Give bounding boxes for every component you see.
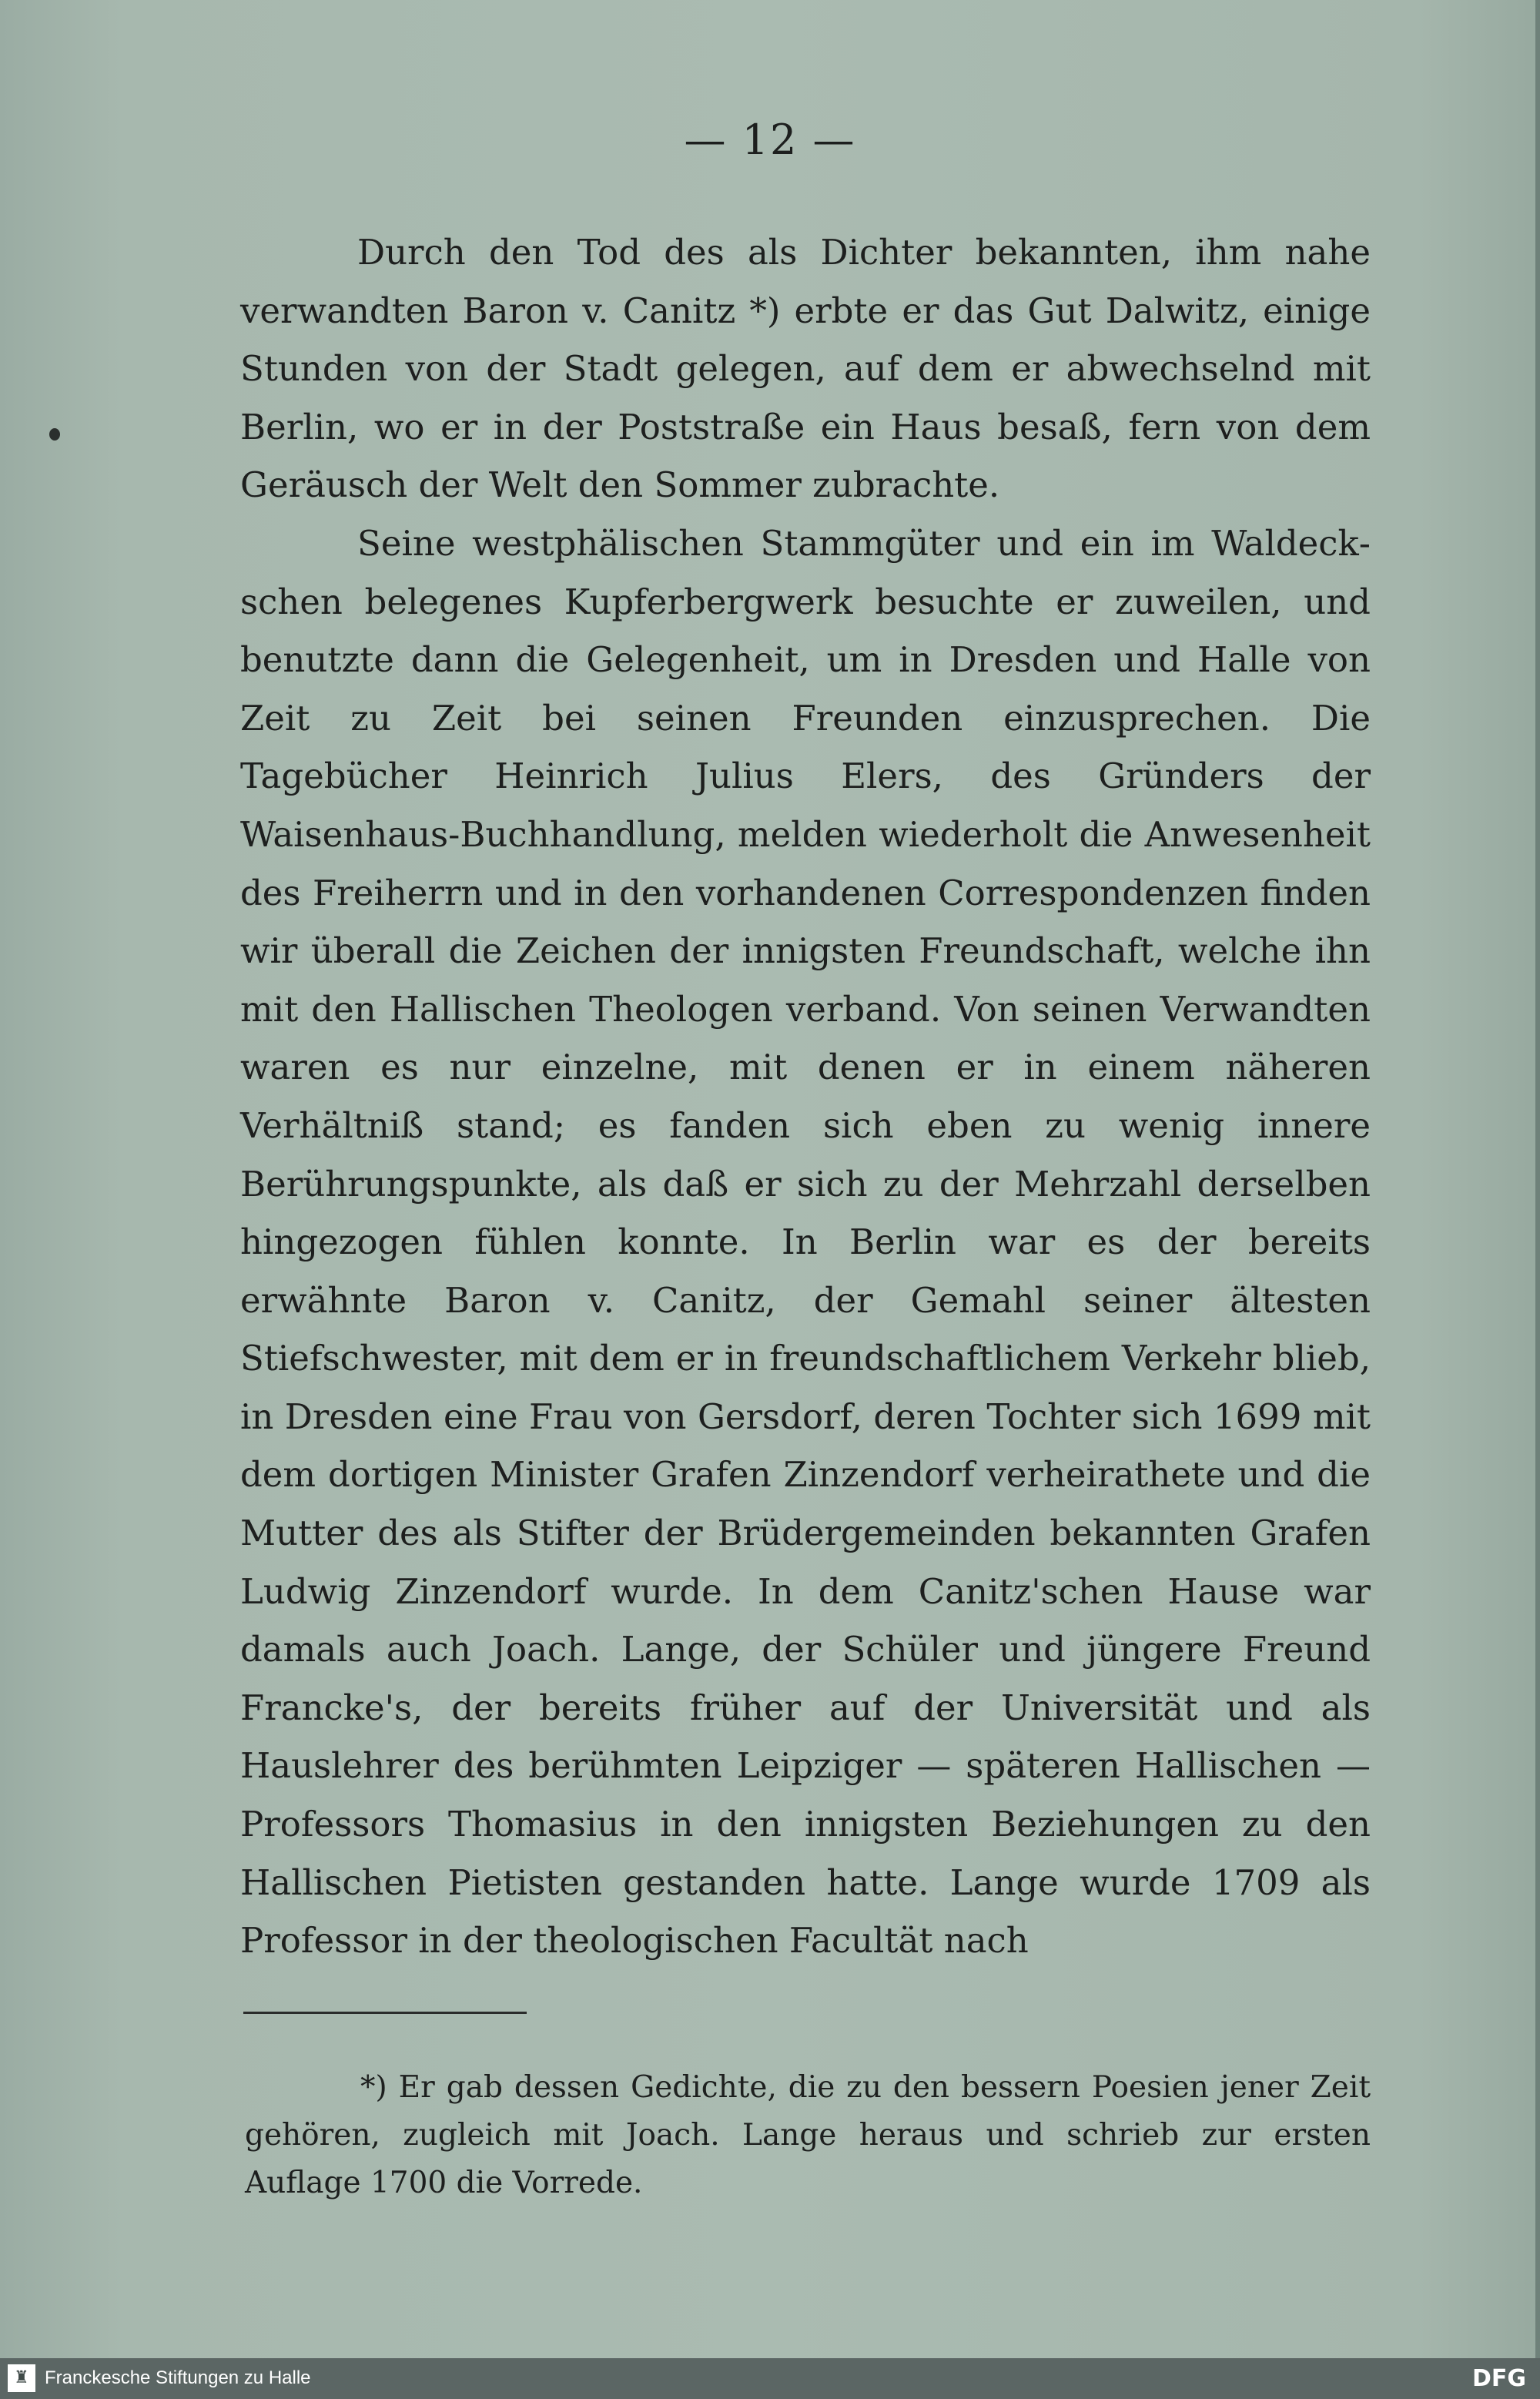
footnote: *) Er gab dessen Gedichte, die zu den bessern Poesien jener Zeit gehören, zugleich mit Joach. Lange heraus und schrieb zur ersten Auflage 1700 die Vorrede.	[245, 2070, 1371, 2200]
dfg-logo: DFG	[1471, 2365, 1526, 2392]
body-text	[240, 223, 1371, 1970]
paragraph-2: Seine westphälischen Stammgüter und ein im Waldeckschen belegenes Kupferbergwerk besuchte er zuweilen, und benutzte dann die Gelegenheit, um in Dresden und Halle von Zeit zu Zeit bei seinen Freunden einzusprechen. Die Tagebücher Heinrich Julius Elers, des Gründers der Waisenhaus-Buchhandlung, melden wiederholt die Anwesenheit des Freiherrn und in den vorhandenen Correspondenzen finden wir überall die Zeichen der innigsten Freundschaft, welche ihn mit den Hallischen Theologen verband. Von seinen Verwandten waren es nur einzelne, mit denen er in einem näheren Verhältniß stand; es fanden sich eben zu wenig innere Berührungspunkte, als daß er sich zu der Mehrzahl derselben hingezogen fühlen konnte. In Berlin war es der bereits erwähnte Baron v. Canitz, der Gemahl seiner ältesten Stiefschwester, mit dem er in freundschaftlichem Verkehr blieb, in Dresden eine Frau von Gersdorf, deren Tochter sich 1699 mit dem dortigen Minister Grafen Zinzendorf verheirathete und die Mutter des als Stifter der Brüdergemeinden bekannten Grafen Ludwig Zinzendorf wurde. In dem Canitz'schen Hause war damals auch Joach. Lange, der Schüler und jüngere Freund Francke's, der bereits früher auf der Universität und als Hauslehrer des berühmten Leipziger — späteren Hallischen — Professors Thomasius in den innigsten Beziehungen zu den Hallischen Pietisten gestanden hatte. Lange wurde 1709 als Professor in der theologischen Facultät nach	[240, 522, 1371, 1962]
institution-logo-icon: ♜	[8, 2364, 35, 2392]
institution-name: Franckesche Stiftungen zu Halle	[45, 2367, 311, 2388]
paragraph-1: Durch den Tod des als Dichter bekannten, ihm nahe verwandten Baron v. Canitz *) erbte er das Gut Dalwitz, einige Stunden von der Stadt gelegen, auf dem er abwechselnd mit Berlin, wo er in der Poststraße ein Haus besaß, fern von dem Geräusch der Welt den Sommer zubrachte.	[240, 232, 1371, 506]
page-edge	[1535, 0, 1540, 2358]
ink-speck	[49, 428, 60, 441]
page-number: — 12 —	[684, 116, 856, 164]
footnote-divider	[243, 2012, 527, 2014]
footer-bar	[0, 2358, 1540, 2399]
